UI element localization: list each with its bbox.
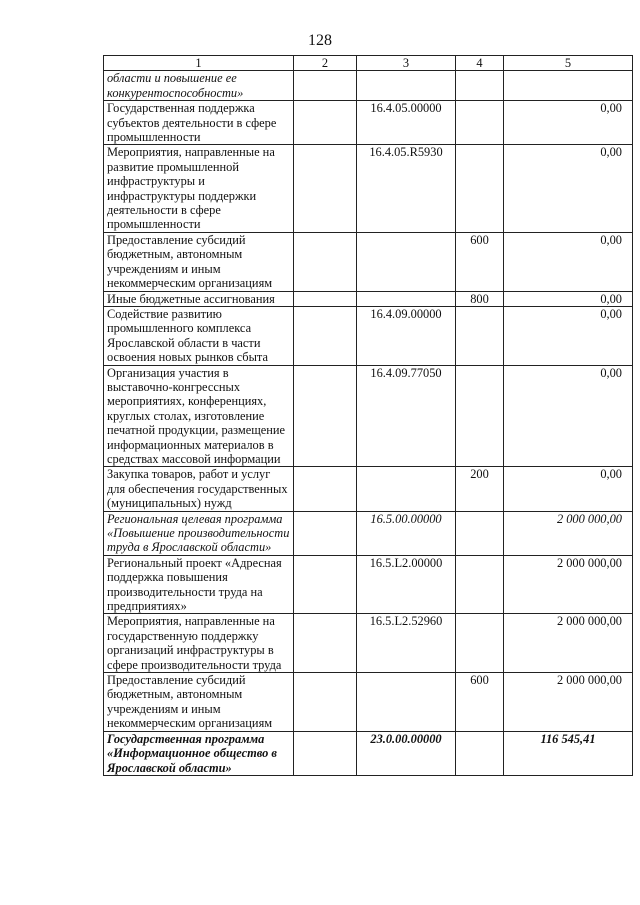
row-code: 16.5.L2.00000: [357, 555, 456, 614]
row-name: Содействие развитию промышленного комплекса Ярославской области в части освоения новых рынков сбыта: [104, 306, 294, 365]
row-expense-type: 600: [456, 673, 504, 732]
row-code: [357, 467, 456, 511]
row-col2: [294, 71, 357, 101]
row-expense-type: 800: [456, 291, 504, 306]
row-amount: [504, 71, 633, 101]
row-col2: [294, 673, 357, 732]
row-expense-type: [456, 101, 504, 145]
row-col2: [294, 731, 357, 775]
row-amount: 0,00: [504, 365, 633, 467]
row-col2: [294, 365, 357, 467]
row-name: Региональный проект «Адресная поддержка повышения производительности труда на предприятиях»: [104, 555, 294, 614]
row-name: Мероприятия, направленные на развитие промышленной инфраструктуры и инфраструктуры поддержки деятельности в сфере промышленности: [104, 145, 294, 232]
row-expense-type: [456, 555, 504, 614]
row-amount: 0,00: [504, 467, 633, 511]
row-name: Предоставление субсидий бюджетным, автономным учреждениям и иным некоммерческим организациям: [104, 673, 294, 732]
table-row: [104, 614, 633, 673]
row-expense-type: [456, 306, 504, 365]
row-code: [357, 291, 456, 306]
row-name: Мероприятия, направленные на государственную поддержку организаций инфраструктуры в сфере производительности труда: [104, 614, 294, 673]
row-col2: [294, 145, 357, 232]
row-code: 16.5.L2.52960: [357, 614, 456, 673]
row-col2: [294, 306, 357, 365]
row-amount: 2 000 000,00: [504, 673, 633, 732]
header-col-3: 3: [357, 56, 456, 71]
table-row: [104, 365, 633, 467]
row-expense-type: [456, 614, 504, 673]
table-row: [104, 232, 633, 291]
header-col-4: 4: [456, 56, 504, 71]
row-expense-type: [456, 71, 504, 101]
row-expense-type: [456, 365, 504, 467]
row-code: 16.4.09.77050: [357, 365, 456, 467]
row-amount: 0,00: [504, 101, 633, 145]
row-col2: [294, 555, 357, 614]
row-col2: [294, 614, 357, 673]
row-code: 16.4.09.00000: [357, 306, 456, 365]
row-code: 16.4.05.R5930: [357, 145, 456, 232]
row-name: Организация участия в выставочно-конгрессных мероприятиях, конференциях, круглых столах, изготовление печатной продукции, размещение информационных материалов в средствах массовой информации: [104, 365, 294, 467]
header-col-5: 5: [504, 56, 633, 71]
row-amount: 116 545,41: [504, 731, 633, 775]
row-col2: [294, 291, 357, 306]
row-amount: 2 000 000,00: [504, 555, 633, 614]
row-amount: 2 000 000,00: [504, 614, 633, 673]
row-code: 16.4.05.00000: [357, 101, 456, 145]
row-amount: 0,00: [504, 232, 633, 291]
header-col-2: 2: [294, 56, 357, 71]
row-code: 23.0.00.00000: [357, 731, 456, 775]
row-amount: 0,00: [504, 145, 633, 232]
row-expense-type: 600: [456, 232, 504, 291]
table-row: [104, 555, 633, 614]
table-row: [104, 731, 633, 775]
row-name: Предоставление субсидий бюджетным, автономным учреждениям и иным некоммерческим организациям: [104, 232, 294, 291]
table-row: [104, 467, 633, 511]
row-code: [357, 71, 456, 101]
table-row: [104, 101, 633, 145]
row-expense-type: [456, 145, 504, 232]
row-expense-type: 200: [456, 467, 504, 511]
row-col2: [294, 511, 357, 555]
page-number: 128: [308, 32, 332, 49]
row-name: Государственная поддержка субъектов деятельности в сфере промышленности: [104, 101, 294, 145]
row-name: Государственная программа «Информационное общество в Ярославской области»: [104, 731, 294, 775]
table-header-row: [104, 56, 633, 71]
row-code: 16.5.00.00000: [357, 511, 456, 555]
row-col2: [294, 232, 357, 291]
row-col2: [294, 467, 357, 511]
table-row: [104, 306, 633, 365]
row-name: Региональная целевая программа «Повышение производительности труда в Ярославской области»: [104, 511, 294, 555]
row-code: [357, 673, 456, 732]
table-row: [104, 673, 633, 732]
row-amount: 0,00: [504, 306, 633, 365]
row-expense-type: [456, 731, 504, 775]
row-name: Иные бюджетные ассигнования: [104, 291, 294, 306]
row-name: Закупка товаров, работ и услуг для обеспечения государственных (муниципальных) нужд: [104, 467, 294, 511]
row-amount: 2 000 000,00: [504, 511, 633, 555]
row-col2: [294, 101, 357, 145]
row-code: [357, 232, 456, 291]
row-name: области и повышение ее конкурентоспособности»: [104, 71, 294, 101]
header-col-1: 1: [104, 56, 294, 71]
table-row: [104, 145, 633, 232]
table-row: [104, 511, 633, 555]
row-expense-type: [456, 511, 504, 555]
table-row: [104, 71, 633, 101]
budget-table: [103, 55, 633, 776]
row-amount: 0,00: [504, 291, 633, 306]
table-row: [104, 291, 633, 306]
